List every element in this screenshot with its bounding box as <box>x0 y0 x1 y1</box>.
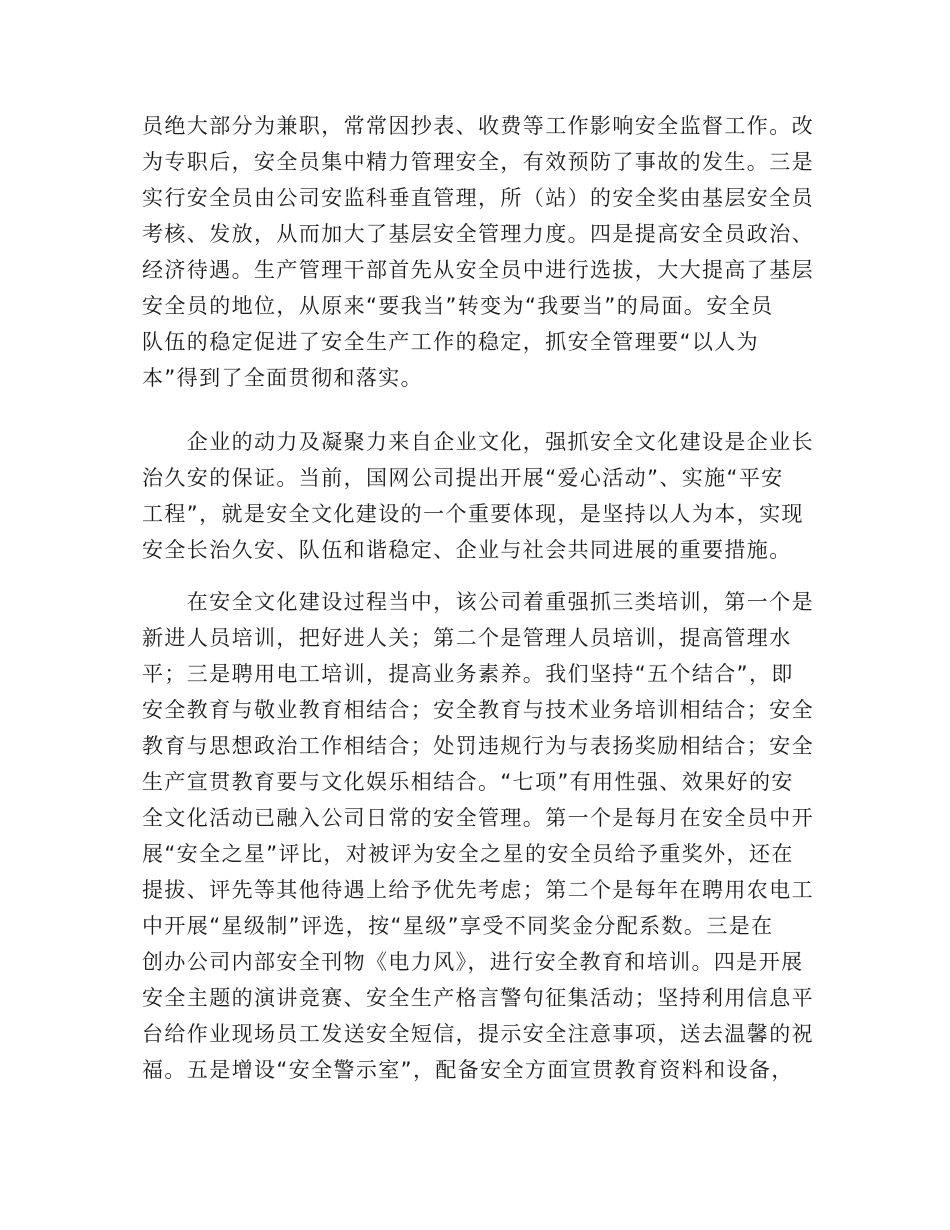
text-line: 企业的动力及凝聚力来自企业文化，强抓安全文化建设是企业长 <box>142 430 814 454</box>
text-line: 全文化活动已融入公司日常的安全管理。第一个是每月在安全员中开 <box>142 806 814 830</box>
text-line: 队伍的稳定促进了安全生产工作的稳定，抓安全管理要“以人为 <box>142 330 760 354</box>
text-line: 提拔、评先等其他待遇上给予优先考虑；第二个是每年在聘用农电工 <box>142 878 814 902</box>
text-line: 创办公司内部安全刊物《电力风》，进行安全教育和培训。四是开展 <box>142 950 804 974</box>
text-line: 中开展“星级制”评选，按“星级”享受不同奖金分配系数。三是在 <box>142 914 774 938</box>
text-line: 经济待遇。生产管理干部首先从安全员中进行选拔，大大提高了基层 <box>142 258 814 282</box>
text-line: 安全员的地位，从原来“要我当”转变为“我要当”的局面。安全员 <box>142 294 774 318</box>
text-line: 安全长治久安、队伍和谐稳定、企业与社会共同进展的重要措施。 <box>142 538 792 562</box>
text-line: 生产宣贯教育要与文化娱乐相结合。“七项”有用性强、效果好的安 <box>142 770 794 794</box>
text-line: 工程”，就是安全文化建设的一个重要体现，是坚持以人为本，实现 <box>142 502 804 526</box>
text-line: 治久安的保证。当前，国网公司提出开展“爱心活动”、实施“平安 <box>142 466 784 490</box>
text-line: 台给作业现场员工发送安全短信，提示安全注意事项，送去温馨的祝 <box>142 1022 814 1046</box>
paragraph-training-activities <box>142 584 832 1088</box>
text-line: 平；三是聘用电工培训，提高业务素养。我们坚持“五个结合”，即 <box>142 662 794 686</box>
paragraph-safety-culture <box>142 424 832 568</box>
text-line: 本”得到了全面贯彻和落实。 <box>142 366 424 390</box>
text-line: 新进人员培训，把好进人关；第二个是管理人员培训，提高管理水 <box>142 626 792 650</box>
text-line: 为专职后，安全员集中精力管理安全，有效预防了事故的发生。三是 <box>142 150 814 174</box>
text-line: 实行安全员由公司安监科垂直管理，所（站）的安全奖由基层安全员 <box>142 186 814 210</box>
text-line: 教育与思想政治工作相结合；处罚违规行为与表扬奖励相结合；安全 <box>142 734 814 758</box>
text-line: 安全教育与敬业教育相结合；安全教育与技术业务培训相结合；安全 <box>142 698 814 722</box>
text-line: 考核、发放，从而加大了基层安全管理力度。四是提高安全员政治、 <box>142 222 814 246</box>
text-line: 员绝大部分为兼职，常常因抄表、收费等工作影响安全监督工作。改 <box>142 114 814 138</box>
text-line: 展“安全之星”评比，对被评为安全之星的安全员给予重奖外，还在 <box>142 842 794 866</box>
text-line: 在安全文化建设过程当中，该公司着重强抓三类培训，第一个是 <box>142 590 814 614</box>
text-line: 福。五是增设“安全警示室”，配备安全方面宣贯教育资料和设备， <box>142 1058 794 1082</box>
paragraph-safety-officers <box>142 108 832 396</box>
text-line: 安全主题的演讲竞赛、安全生产格言警句征集活动；坚持利用信息平 <box>142 986 814 1010</box>
